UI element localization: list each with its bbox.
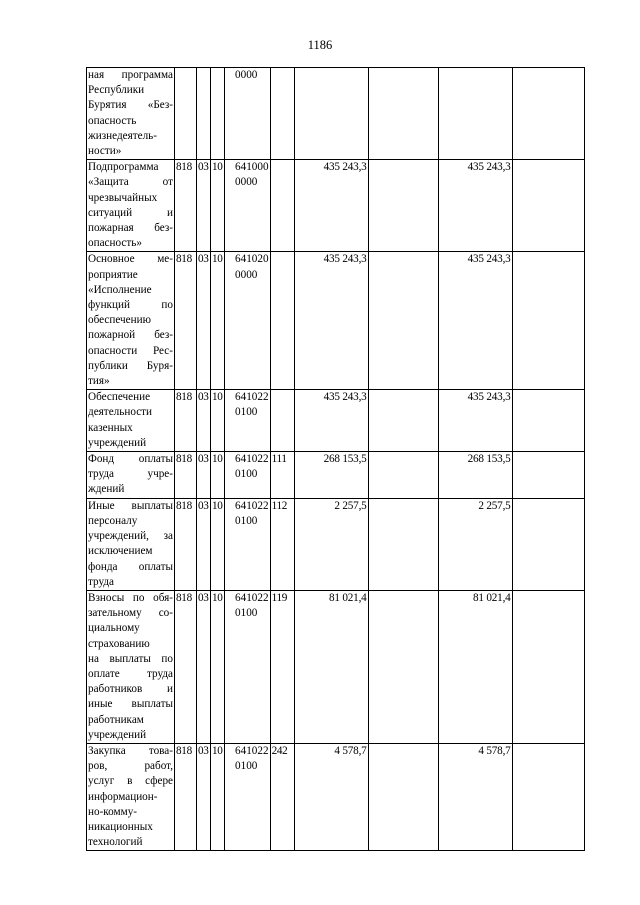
section-code-cell: 03 — [197, 252, 211, 390]
row-name-line: Подпрограмма — [88, 161, 159, 174]
section-code-cell — [197, 68, 211, 160]
row-name-line: информацион- — [88, 790, 158, 803]
target-article-line: 641022 — [235, 453, 269, 466]
amount-cell-sum2 — [368, 160, 438, 252]
row-name-line: ности» — [88, 145, 122, 158]
amount-cell-sum3: 2 257,5 — [438, 498, 512, 590]
amount-cell-sum4 — [512, 68, 584, 160]
grbs-code-cell: 818 — [175, 590, 197, 743]
row-name-line: циальному — [88, 622, 140, 635]
grbs-code-cell: 818 — [175, 498, 197, 590]
amount-cell-sum3: 435 243,3 — [438, 390, 512, 452]
section-code-cell: 03 — [197, 390, 211, 452]
row-name-line: опасность — [88, 114, 137, 127]
target-article-line: 641022 — [235, 499, 269, 512]
target-article-line: 641022 — [235, 591, 269, 604]
row-name-line: фонда оплаты — [88, 560, 173, 573]
row-name-line: учреждений — [88, 728, 147, 741]
row-name-line: технологий — [88, 836, 143, 849]
table-row — [87, 252, 585, 390]
row-name-line: чрезвычайных — [88, 191, 158, 204]
table-row — [87, 68, 585, 160]
grbs-code-cell: 818 — [175, 160, 197, 252]
row-name-line: ситуаций и — [88, 206, 173, 219]
amount-cell-sum2 — [368, 68, 438, 160]
target-article-cell — [225, 452, 271, 499]
target-article-line: 641020 — [235, 253, 269, 266]
expense-type-cell — [270, 160, 294, 252]
row-name-line: обеспечению — [88, 314, 151, 327]
amount-cell-sum1: 2 257,5 — [294, 498, 368, 590]
row-name-line: Закупка това- — [88, 744, 173, 757]
amount-cell-sum1: 435 243,3 — [294, 390, 368, 452]
target-article-line: 0000 — [235, 69, 258, 81]
table-row — [87, 390, 585, 452]
page-number: 1186 — [307, 38, 333, 52]
row-name-line: на выплаты по — [88, 652, 173, 665]
row-name-line: работников и — [88, 683, 173, 696]
row-name-line: пожарной без- — [88, 329, 173, 342]
section-code-cell: 03 — [197, 498, 211, 590]
amount-cell-sum3: 435 243,3 — [438, 252, 512, 390]
target-article-cell — [225, 498, 271, 590]
row-name-line: деятельности — [88, 406, 153, 419]
row-name-line: пожарная без- — [88, 222, 173, 235]
subsection-code-cell — [211, 68, 225, 160]
amount-cell-sum1: 435 243,3 — [294, 160, 368, 252]
row-name-line: Основное ме- — [88, 253, 173, 266]
amount-cell-sum4 — [512, 452, 584, 499]
row-name-line: жизнедеятель- — [88, 129, 158, 142]
row-name-line: Республики — [88, 84, 145, 97]
row-name-line: опасность» — [88, 237, 142, 250]
row-name-line: исключением — [88, 545, 153, 558]
expense-type-cell: 111 — [270, 452, 294, 499]
row-name-line: Фонд оплаты — [88, 453, 173, 466]
grbs-code-cell: 818 — [175, 743, 197, 850]
amount-cell-sum2 — [368, 252, 438, 390]
subsection-code-cell: 10 — [211, 498, 225, 590]
amount-cell-sum2 — [368, 452, 438, 499]
row-name-line: опасности Рес- — [88, 344, 173, 357]
amount-cell-sum2 — [368, 498, 438, 590]
target-article-cell — [225, 252, 271, 390]
target-article-cell — [225, 68, 271, 160]
row-name-cell — [87, 498, 175, 590]
subsection-code-cell: 10 — [211, 390, 225, 452]
subsection-code-cell: 10 — [211, 590, 225, 743]
row-name-line: никационных — [88, 820, 153, 833]
target-article-line: 0100 — [235, 607, 258, 620]
amount-cell-sum4 — [512, 743, 584, 850]
table-row — [87, 498, 585, 590]
subsection-code-cell: 10 — [211, 743, 225, 850]
section-code-cell: 03 — [197, 590, 211, 743]
target-article-cell — [225, 160, 271, 252]
amount-cell-sum4 — [512, 252, 584, 390]
target-article-line: 0100 — [235, 406, 258, 419]
target-article-cell — [225, 590, 271, 743]
grbs-code-cell — [175, 68, 197, 160]
target-article-line: 641000 — [235, 161, 269, 174]
row-name-line: работникам — [88, 713, 144, 726]
amount-cell-sum1 — [294, 68, 368, 160]
amount-cell-sum1: 81 021,4 — [294, 590, 368, 743]
table-row — [87, 452, 585, 499]
row-name-line: Бурятия «Без- — [88, 99, 173, 112]
grbs-code-cell: 818 — [175, 390, 197, 452]
row-name-line: учреждений, за — [88, 530, 173, 543]
row-name-cell — [87, 160, 175, 252]
row-name-line: персоналу — [88, 514, 138, 527]
amount-cell-sum4 — [512, 498, 584, 590]
amount-cell-sum2 — [368, 590, 438, 743]
amount-cell-sum3: 4 578,7 — [438, 743, 512, 850]
expense-type-cell: 119 — [270, 590, 294, 743]
amount-cell-sum1: 435 243,3 — [294, 252, 368, 390]
expense-type-cell: 242 — [270, 743, 294, 850]
row-name-line: иные выплаты — [88, 698, 173, 711]
row-name-line: учреждений — [88, 436, 147, 449]
target-article-line: 0100 — [235, 514, 258, 527]
target-article-cell — [225, 743, 271, 850]
row-name-line: казенных — [88, 421, 133, 434]
table-row — [87, 590, 585, 743]
expense-type-cell — [270, 68, 294, 160]
row-name-line: зательному со- — [88, 607, 173, 620]
section-code-cell: 03 — [197, 160, 211, 252]
amount-cell-sum4 — [512, 390, 584, 452]
row-name-line: ров, работ, — [88, 760, 173, 773]
row-name-cell — [87, 743, 175, 850]
row-name-line: функций по — [88, 299, 173, 312]
row-name-cell — [87, 590, 175, 743]
row-name-line: труда учре- — [88, 468, 173, 481]
target-article-line: 641022 — [235, 744, 269, 757]
target-article-line: 641022 — [235, 391, 269, 404]
subsection-code-cell: 10 — [211, 252, 225, 390]
subsection-code-cell: 10 — [211, 160, 225, 252]
amount-cell-sum3: 81 021,4 — [438, 590, 512, 743]
row-name-line: Взносы по обя- — [88, 591, 173, 604]
subsection-code-cell: 10 — [211, 452, 225, 499]
row-name-line: тия» — [88, 375, 110, 388]
grbs-code-cell: 818 — [175, 452, 197, 499]
amount-cell-sum1: 4 578,7 — [294, 743, 368, 850]
row-name-line: «Исполнение — [88, 283, 152, 296]
table-row — [87, 743, 585, 850]
expense-type-cell: 112 — [270, 498, 294, 590]
grbs-code-cell: 818 — [175, 252, 197, 390]
row-name-line: ждений — [88, 483, 125, 496]
row-name-line: роприятие — [88, 268, 138, 281]
row-name-line: публики Буря- — [88, 359, 173, 372]
row-name-line: труда — [88, 575, 115, 588]
target-article-cell — [225, 390, 271, 452]
amount-cell-sum4 — [512, 590, 584, 743]
target-article-line: 0100 — [235, 468, 258, 481]
row-name-line: Иные выплаты — [88, 499, 173, 512]
row-name-cell — [87, 68, 175, 160]
row-name-line: Обеспечение — [88, 391, 151, 404]
amount-cell-sum4 — [512, 160, 584, 252]
target-article-line: 0000 — [235, 268, 258, 281]
row-name-line: но-комму- — [88, 805, 138, 818]
expense-type-cell — [270, 390, 294, 452]
budget-table — [86, 67, 585, 851]
section-code-cell: 03 — [197, 452, 211, 499]
amount-cell-sum3: 435 243,3 — [438, 160, 512, 252]
amount-cell-sum3: 268 153,5 — [438, 452, 512, 499]
row-name-line: услуг в сфере — [88, 775, 173, 788]
amount-cell-sum3 — [438, 68, 512, 160]
amount-cell-sum2 — [368, 390, 438, 452]
row-name-line: оплате труда — [88, 667, 173, 680]
row-name-cell — [87, 452, 175, 499]
table-row — [87, 160, 585, 252]
row-name-line: страхованию — [88, 637, 150, 650]
expense-type-cell — [270, 252, 294, 390]
row-name-line: ная программа — [88, 69, 173, 81]
section-code-cell: 03 — [197, 743, 211, 850]
amount-cell-sum1: 268 153,5 — [294, 452, 368, 499]
amount-cell-sum2 — [368, 743, 438, 850]
row-name-cell — [87, 390, 175, 452]
target-article-line: 0000 — [235, 176, 258, 189]
row-name-cell — [87, 252, 175, 390]
target-article-line: 0100 — [235, 760, 258, 773]
row-name-line: «Защита от — [88, 176, 173, 189]
